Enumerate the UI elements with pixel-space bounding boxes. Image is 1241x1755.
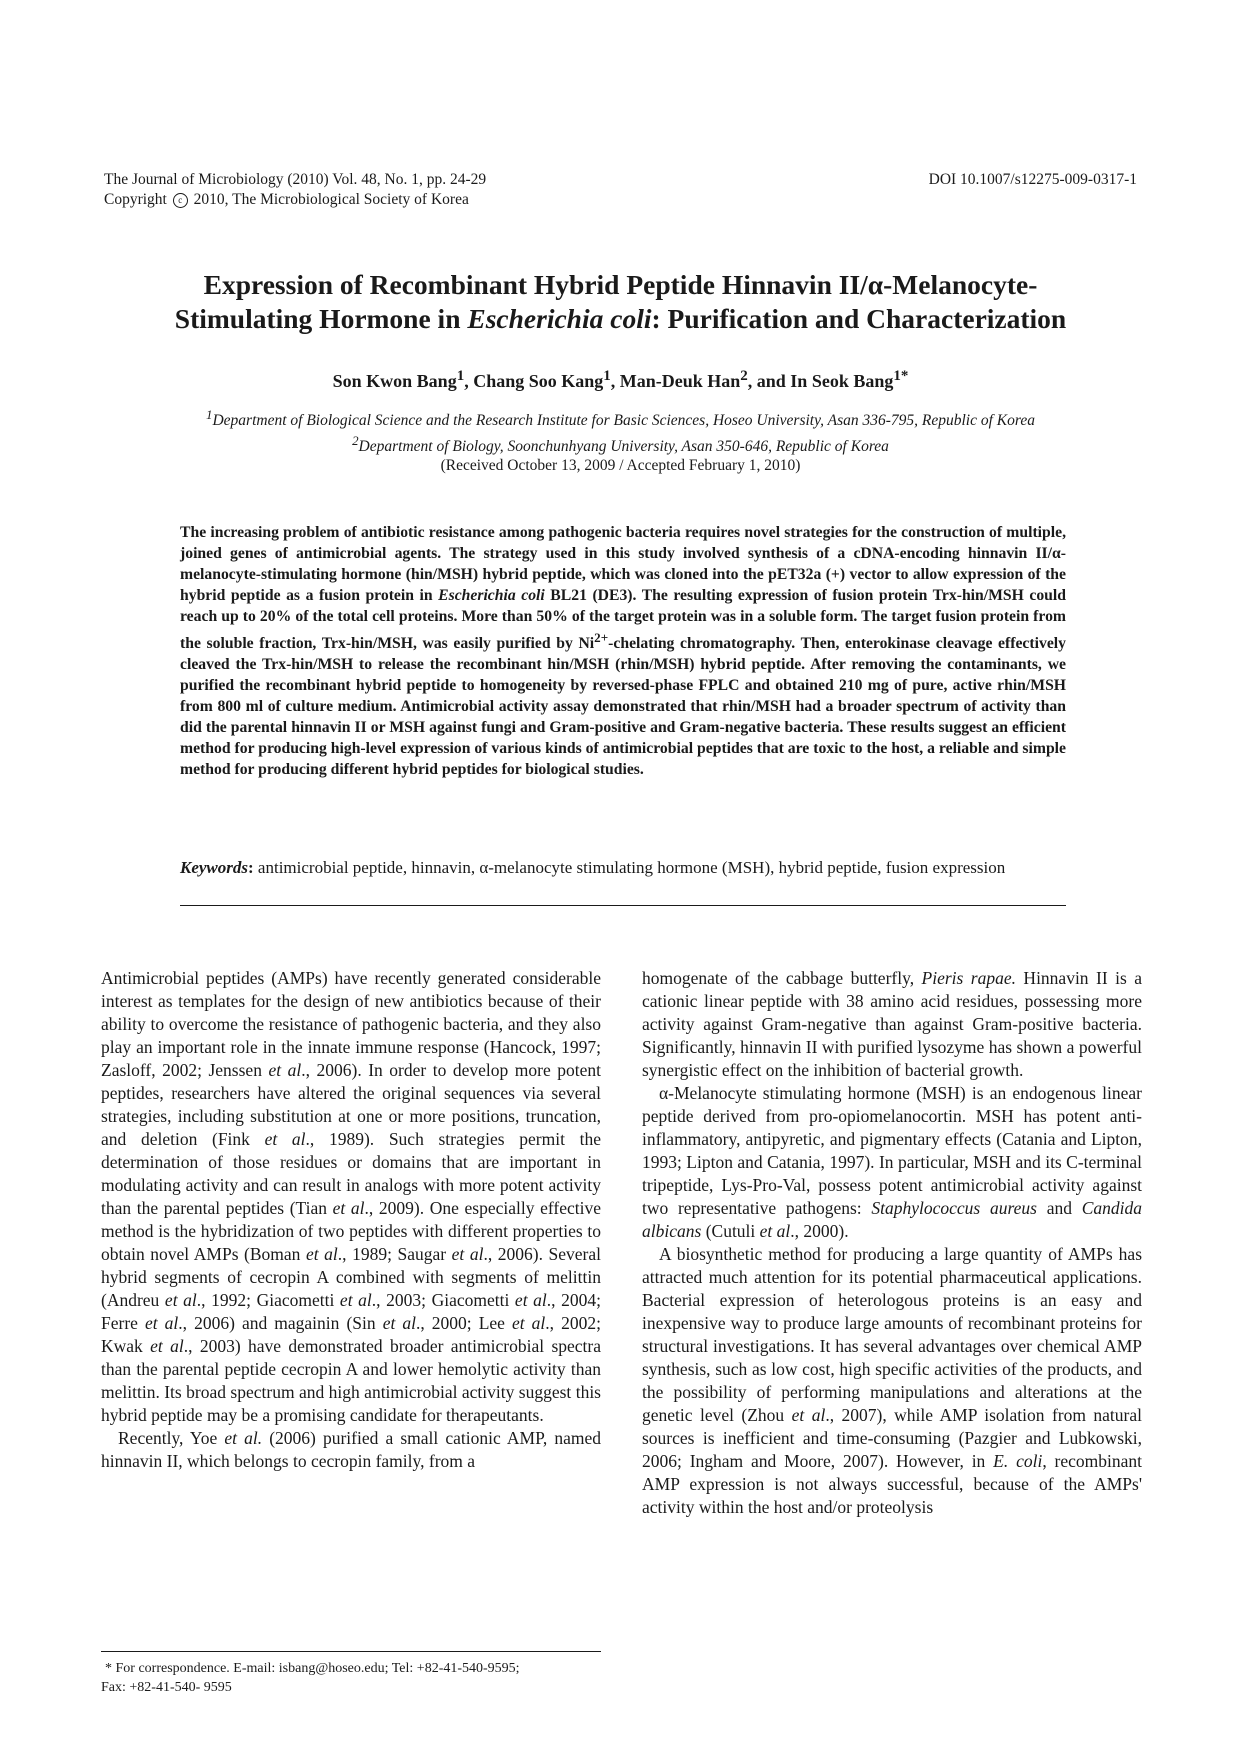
text-run: and xyxy=(1036,1198,1082,1218)
text-run: ., 1992; Giacometti xyxy=(196,1290,340,1310)
affiliation-line xyxy=(80,405,1161,431)
title-text: : Purification and Characterization xyxy=(651,303,1067,334)
italic-run: E. coli xyxy=(993,1451,1043,1471)
text-run: ., 2000; Lee xyxy=(416,1313,512,1333)
doi: DOI 10.1007/s12275-009-0317-1 xyxy=(928,171,1137,188)
italic-run: et al xyxy=(144,1313,179,1333)
italic-run: et al xyxy=(305,1244,338,1264)
text-run: ., 1989). Such strategies permit the determination of those residues or domains that are important in modulating activity and can result in analogs with more potent activity than the parental peptides (Tian xyxy=(101,1129,601,1218)
text-run: ., 2009). One especially effective method is the hybridization of two peptides with different properties to obtain novel AMPs (Boman xyxy=(101,1198,601,1264)
title-text: Stimulating Hormone in xyxy=(174,303,468,334)
text-run: ., 2007), while AMP isolation from natural sources is inefficient and time-consuming (Pazgier and Lubkowski, 2006; Ingham and Moore, 2007). However, in xyxy=(642,1405,1142,1471)
text-run: ., 2006). Several hybrid segments of cecropin A combined with segments of melittin (Andreu xyxy=(101,1244,601,1310)
body-paragraph xyxy=(642,967,1142,1082)
body-column-right xyxy=(642,967,1142,1519)
italic-run: et al xyxy=(451,1244,484,1264)
italic-run: Pieris rapae. xyxy=(921,968,1016,988)
italic-run: et al xyxy=(339,1290,372,1310)
text-run: (Cutuli xyxy=(701,1221,760,1241)
correspondence-footnote xyxy=(101,1659,601,1697)
affiliations xyxy=(80,405,1161,457)
body-paragraph xyxy=(101,1427,601,1473)
author-affiliation-mark: 1 xyxy=(603,368,611,384)
keywords-text: antimicrobial peptide, hinnavin, α-melanocyte stimulating hormone (MSH), hybrid peptide, fusion expression xyxy=(253,858,1006,877)
text-run: A biosynthetic method for producing a large quantity of AMPs has attracted much attention for its potential pharmaceutical applications. Bacterial expression of heterologous proteins is an easy and inexpensive way to produce large amounts of recombinant proteins for structural investigations. It has several advantages over chemical AMP synthesis, such as low cost, high specific activities of the products, and the possibility of performing manipulations and alterations at the genetic level (Zhou xyxy=(642,1244,1142,1425)
author-affiliation-mark: 2 xyxy=(740,368,748,384)
body-paragraph xyxy=(642,1243,1142,1519)
italic-run: et al xyxy=(382,1313,416,1333)
keywords-colon: : xyxy=(248,858,254,877)
author-separator: , xyxy=(610,371,620,391)
copyright-text: 2010, The Microbiological Society of Korea xyxy=(193,191,469,208)
italic-run: et al xyxy=(150,1336,184,1356)
abstract-text: -chelating chromatography. Then, enterokinase cleavage effectively cleaved the Trx-hin/MSH to release the recombinant hin/MSH (rhin/MSH) hybrid peptide. After removing the contaminants, we purified the recombinant hybrid peptide to homogeneity by reversed-phase FPLC and obtained 210 mg of pure, active rhin/MSH from 800 ml of culture medium. Antimicrobial activity assay demonstrated that rhin/MSH had a broader spectrum of activity than did the parental hinnavin II or MSH against fungi and Gram-positive and Gram-negative bacteria. These results suggest an efficient method for producing high-level expression of various kinds of antimicrobial peptides that are toxic to the host, a reliable and simple method for producing different hybrid peptides for biological studies. xyxy=(180,635,1066,779)
author-name: Man-Deuk Han xyxy=(619,371,741,391)
italic-run: et al xyxy=(514,1290,547,1310)
text-run: ., 1989; Saugar xyxy=(337,1244,452,1264)
text-run: ., 2004; Ferre xyxy=(101,1290,601,1333)
received-dates: (Received October 13, 2009 / Accepted February 1, 2010) xyxy=(440,457,801,474)
title-line-1: Expression of Recombinant Hybrid Peptide Hinnavin II/α-Melanocyte- xyxy=(203,269,1038,300)
keywords xyxy=(180,856,1066,879)
author-affiliation-mark: 1 xyxy=(456,368,465,384)
affiliation-text: Department of Biology, Soonchunhyang University, Asan 350-646, Republic of Korea xyxy=(358,438,889,456)
affiliation-mark: 1 xyxy=(206,407,213,422)
italic-run: et al xyxy=(791,1405,826,1425)
text-run: ., 2003) have demonstrated broader antimicrobial spectra than the parental peptide cecropin A and lower hemolytic activity than melittin. Its broad spectrum and high antimicrobial activity suggest this hybrid peptide may be a promising candidate for therapeutants. xyxy=(101,1336,601,1425)
abstract-text: The increasing problem of antibiotic resistance among pathogenic bacteria requires novel strategies for the construction of multiple, joined genes of antimicrobial agents. The strategy used in this study involved synthesis of a cDNA-encoding hinnavin II/α-melanocyte-stimulating hormone (hin/MSH) hybrid peptide, which was cloned into the pET32a (+) vector to allow expression of the hybrid peptide as a fusion protein in xyxy=(180,524,1066,604)
italic-run: et al xyxy=(268,1060,302,1080)
text-run: ., 2000). xyxy=(790,1221,849,1241)
text-run: ., 2006) and magainin (Sin xyxy=(178,1313,383,1333)
copyright-prefix: Copyright xyxy=(104,191,167,208)
abstract-divider xyxy=(180,905,1066,906)
abstract-species: Escherichia coli xyxy=(438,587,545,604)
abstract-superscript: 2+ xyxy=(594,630,609,645)
text-run: (2006) purified a small cationic AMP, named hinnavin II, which belongs to cecropin family, from a xyxy=(101,1428,601,1471)
journal-citation: The Journal of Microbiology (2010) Vol. 48, No. 1, pp. 24-29 xyxy=(104,171,487,188)
text-run: Recently, Yoe xyxy=(118,1428,225,1448)
article-title xyxy=(80,268,1161,336)
text-run: , recombinant AMP expression is not always successful, because of the AMPs' activity within the host and/or proteolysis xyxy=(642,1451,1142,1517)
text-run: ., 2003; Giacometti xyxy=(371,1290,515,1310)
author-name: Chang Soo Kang xyxy=(473,371,604,391)
footnote-divider xyxy=(101,1651,601,1652)
abstract xyxy=(180,522,1066,780)
body-paragraph xyxy=(642,1082,1142,1243)
copyright-icon: c xyxy=(173,193,188,208)
affiliation-text: Department of Biological Science and the Research Institute for Basic Sciences, Hoseo University, Asan 336-795, Republic of Korea xyxy=(212,412,1035,430)
author-affiliation-mark: 1* xyxy=(893,368,909,384)
italic-run: et al xyxy=(164,1290,197,1310)
author-separator: , xyxy=(464,371,474,391)
journal-header xyxy=(104,170,1137,210)
author-list xyxy=(80,364,1161,393)
italic-run: et al xyxy=(264,1129,306,1149)
body-paragraph xyxy=(101,967,601,1427)
affiliation-line xyxy=(80,431,1161,457)
text-run: ., 2006). In order to develop more potent peptides, researchers have altered the original sequences via several strategies, including substitution at one or more positions, truncation, and deletion (Fink xyxy=(101,1060,601,1149)
italic-run: Candida albicans xyxy=(642,1198,1142,1241)
affiliation-mark: 2 xyxy=(352,433,359,449)
text-run: ., 2002; Kwak xyxy=(101,1313,601,1356)
italic-run: et al xyxy=(759,1221,791,1241)
body-column-left xyxy=(101,967,601,1473)
author-name: Son Kwon Bang xyxy=(332,371,457,391)
footnote-line-2: Fax: +82-41-540- 9595 xyxy=(101,1680,232,1695)
footnote-line-1: * For correspondence. E-mail: isbang@hoseo.edu; Tel: +82-41-540-9595; xyxy=(105,1661,520,1676)
title-line-2 xyxy=(80,302,1161,336)
title-species: Escherichia coli xyxy=(467,303,652,334)
author-separator: , and xyxy=(747,371,791,391)
italic-run: Staphylococcus aureus xyxy=(871,1198,1037,1218)
text-run: Hinnavin II is a cationic linear peptide with 38 amino acid residues, possessing more activity against Gram-negative than against Gram-positive bacteria. Significantly, hinnavin II with purified lysozyme has shown a powerful synergistic effect on the inhibition of bacterial growth. xyxy=(642,968,1142,1080)
author-name: In Seok Bang xyxy=(790,371,894,391)
text-run: homogenate of the cabbage butterfly, xyxy=(642,968,922,988)
copyright-line xyxy=(104,190,1137,210)
text-run: Antimicrobial peptides (AMPs) have recently generated considerable interest as templates for the design of new antibiotics because of their ability to overcome the resistance of pathogenic bacteria, and they also play an important role in the innate immune response (Hancock, 1997; Zasloff, 2002; Jenssen xyxy=(101,968,601,1080)
text-run: α-Melanocyte stimulating hormone (MSH) is an endogenous linear peptide derived from pro-opiomelanocortin. MSH has potent anti-inflammatory, antipyretic, and pigmentary effects (Catania and Lipton, 1993; Lipton and Catania, 1997). In particular, MSH and its C-terminal tripeptide, Lys-Pro-Val, possess potent antimicrobial activity against two representative pathogens: xyxy=(642,1083,1142,1218)
italic-run: et al xyxy=(332,1198,365,1218)
italic-run: et al. xyxy=(224,1428,263,1448)
keywords-label: Keywords xyxy=(180,858,248,877)
abstract-text: BL21 (DE3). The resulting expression of fusion protein Trx-hin/MSH could reach up to 20% of the total cell proteins. More than 50% of the target protein was in a soluble form. The target fusion protein from the soluble fraction, Trx-hin/MSH, was easily purified by Ni xyxy=(180,587,1066,653)
italic-run: et al xyxy=(512,1313,546,1333)
